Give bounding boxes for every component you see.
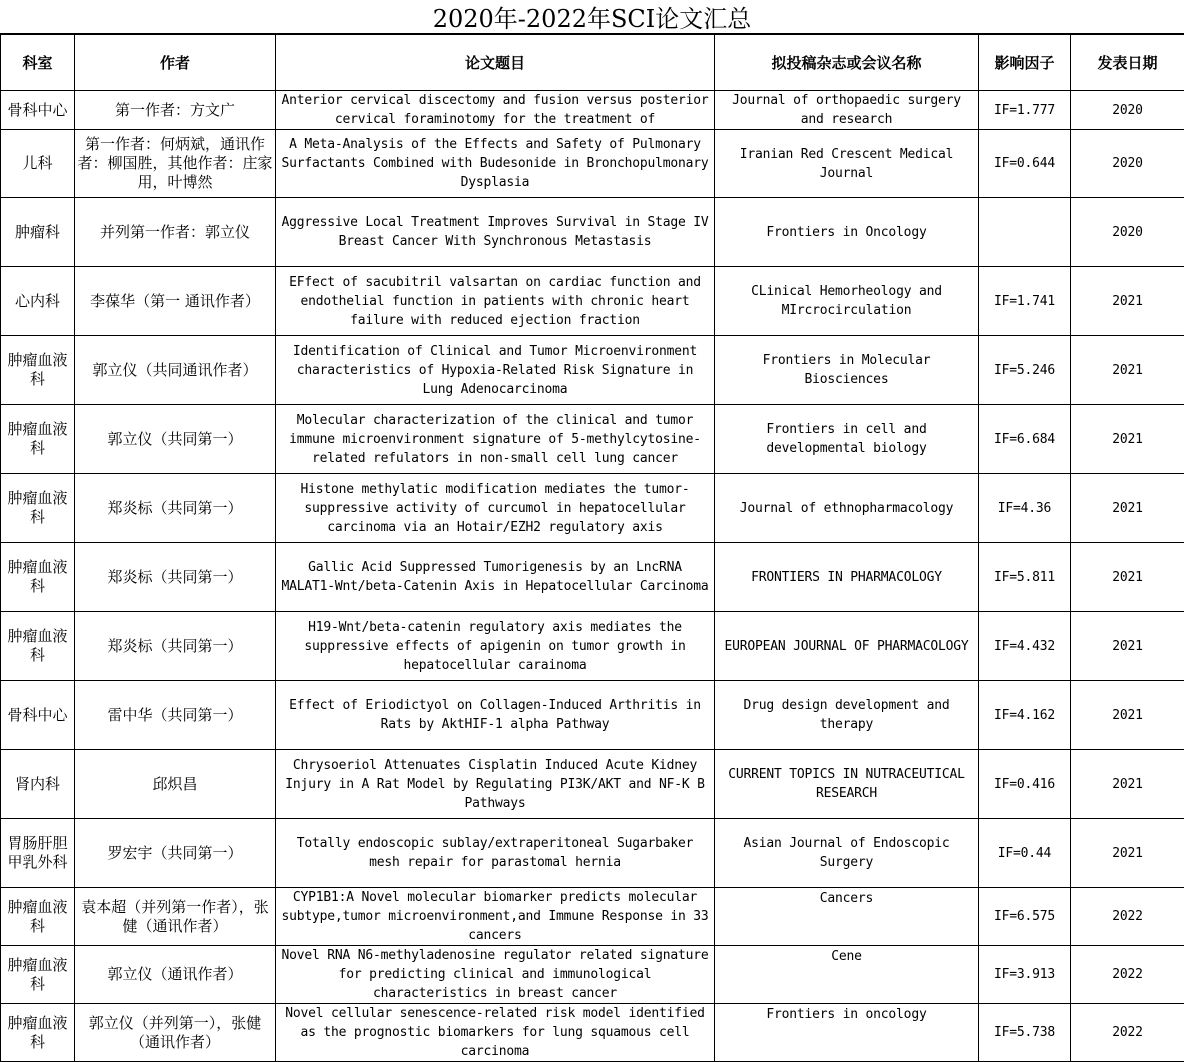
cell-department[interactable] [1, 474, 75, 543]
cell-author[interactable] [75, 888, 276, 946]
cell-paper-title-text: Novel cellular senescence-related risk model identified as the prognostic biomarkers for lung squamous cell carcinoma [278, 1004, 712, 1061]
cell-impact-factor-text: IF=0.416 [981, 775, 1068, 794]
cell-date-text: 2022 [1073, 907, 1182, 926]
cell-journal[interactable] [715, 750, 979, 819]
cell-impact-factor-text: IF=6.684 [981, 430, 1068, 449]
cell-author[interactable] [75, 1004, 276, 1062]
table-row [1, 612, 1184, 681]
cell-impact-factor[interactable] [979, 750, 1071, 819]
cell-paper-title[interactable] [276, 819, 715, 888]
cell-department[interactable] [1, 681, 75, 750]
cell-impact-factor[interactable] [979, 91, 1071, 130]
cell-paper-title-text: Identification of Clinical and Tumor Microenvironment characteristics of Hypoxia-Related Risk Signature in Lung Adenocarcinoma [278, 342, 712, 399]
cell-journal-text: Frontiers in cell and developmental biology [717, 420, 976, 458]
table-row [1, 1004, 1184, 1062]
cell-journal[interactable] [715, 681, 979, 750]
cell-paper-title-text: Histone methylatic modification mediates the tumor-suppressive activity of curcumol in hepatocellular carcinoma via an Hotair/EZH2 regulatory axis [278, 480, 712, 537]
cell-impact-factor[interactable] [979, 946, 1071, 1004]
cell-journal[interactable] [715, 612, 979, 681]
cell-date-text: 2021 [1073, 637, 1182, 656]
cell-paper-title[interactable] [276, 130, 715, 198]
cell-date[interactable] [1071, 130, 1184, 198]
cell-impact-factor-text: IF=4.162 [981, 706, 1068, 725]
cell-author-text: 李葆华（第一 通讯作者） [77, 292, 273, 311]
cell-author-text: 郑炎标（共同第一） [77, 568, 273, 587]
cell-journal-text: Frontiers in oncology [717, 1005, 976, 1024]
cell-department[interactable] [1, 405, 75, 474]
cell-paper-title[interactable] [276, 750, 715, 819]
cell-department[interactable] [1, 336, 75, 405]
cell-journal[interactable] [715, 888, 979, 946]
cell-author[interactable] [75, 543, 276, 612]
cell-paper-title-text: Molecular characterization of the clinical and tumor immune microenvironment signature of 5-methylcytosine-related refulators in non-small cell lung cancer [278, 411, 712, 468]
cell-author[interactable] [75, 750, 276, 819]
cell-impact-factor[interactable] [979, 130, 1071, 198]
cell-impact-factor[interactable] [979, 198, 1071, 267]
cell-date[interactable] [1071, 1004, 1184, 1062]
cell-impact-factor[interactable] [979, 888, 1071, 946]
cell-impact-factor[interactable] [979, 543, 1071, 612]
cell-date-text: 2021 [1073, 292, 1182, 311]
cell-author[interactable] [75, 267, 276, 336]
cell-date-text: 2021 [1073, 499, 1182, 518]
cell-journal-text: Journal of ethnopharmacology [717, 499, 976, 518]
cell-impact-factor[interactable] [979, 336, 1071, 405]
cell-paper-title-text: CYP1B1:A Novel molecular biomarker predicts molecular subtype,tumor microenvironment,and Immune Response in 33 cancers [278, 888, 712, 945]
cell-impact-factor-text: IF=4.432 [981, 637, 1068, 656]
cell-author[interactable] [75, 819, 276, 888]
cell-author[interactable] [75, 946, 276, 1004]
cell-paper-title-text: Aggressive Local Treatment Improves Survival in Stage IV Breast Cancer With Synchronous Metastasis [278, 213, 712, 251]
cell-department[interactable] [1, 130, 75, 198]
cell-author-text: 郑炎标（共同第一） [77, 499, 273, 518]
cell-date[interactable] [1071, 543, 1184, 612]
cell-journal[interactable] [715, 474, 979, 543]
table-row [1, 267, 1184, 336]
cell-department[interactable] [1, 267, 75, 336]
cell-author-text: 郭立仪（并列第一），张健（通讯作者） [77, 1014, 273, 1052]
cell-date[interactable] [1071, 946, 1184, 1004]
table-row [1, 474, 1184, 543]
table-row [1, 405, 1184, 474]
table-row [1, 91, 1184, 130]
table-row [1, 198, 1184, 267]
cell-department[interactable] [1, 543, 75, 612]
cell-author-text: 雷中华（共同第一） [77, 706, 273, 725]
cell-department-text: 骨科中心 [3, 706, 72, 725]
header-journal[interactable]: 拟投稿杂志或会议名称 [715, 35, 979, 91]
cell-author-text: 罗宏宇（共同第一） [77, 844, 273, 863]
cell-department-text: 肿瘤血液科 [3, 627, 72, 665]
cell-author-text: 袁本超（并列第一作者），张健（通讯作者） [77, 898, 273, 936]
table-row [1, 946, 1184, 1004]
cell-author[interactable] [75, 198, 276, 267]
cell-date-text: 2020 [1073, 154, 1182, 173]
cell-impact-factor[interactable] [979, 405, 1071, 474]
cell-department-text: 肾内科 [3, 775, 72, 794]
header-date[interactable]: 发表日期 [1071, 35, 1184, 91]
cell-author[interactable] [75, 336, 276, 405]
cell-author[interactable] [75, 474, 276, 543]
cell-impact-factor[interactable] [979, 474, 1071, 543]
cell-date[interactable] [1071, 474, 1184, 543]
cell-journal-text: Frontiers in Oncology [717, 223, 976, 242]
cell-author-text: 邱炽昌 [77, 775, 273, 794]
table-row [1, 336, 1184, 405]
cell-author[interactable] [75, 681, 276, 750]
cell-journal[interactable] [715, 91, 979, 130]
cell-paper-title[interactable] [276, 946, 715, 1004]
cell-journal-text: Iranian Red Crescent Medical Journal [717, 145, 976, 183]
header-author[interactable]: 作者 [75, 35, 276, 91]
cell-journal[interactable] [715, 336, 979, 405]
cell-date[interactable] [1071, 681, 1184, 750]
cell-journal-text: EUROPEAN JOURNAL OF PHARMACOLOGY [717, 637, 976, 656]
cell-journal-text: Asian Journal of Endoscopic Surgery [717, 834, 976, 872]
cell-date[interactable] [1071, 750, 1184, 819]
cell-impact-factor[interactable] [979, 612, 1071, 681]
cell-date-text: 2021 [1073, 775, 1182, 794]
cell-paper-title-text: Effect of Eriodictyol on Collagen-Induced Arthritis in Rats by AktHIF-1 alpha Pathway [278, 696, 712, 734]
cell-impact-factor[interactable] [979, 819, 1071, 888]
cell-department-text: 胃肠肝胆甲乳外科 [3, 834, 72, 872]
cell-department-text: 心内科 [3, 292, 72, 311]
cell-impact-factor[interactable] [979, 267, 1071, 336]
cell-author-text: 第一作者：方文广 [77, 101, 273, 120]
table-row [1, 130, 1184, 198]
cell-date[interactable] [1071, 336, 1184, 405]
cell-department[interactable] [1, 750, 75, 819]
cell-impact-factor[interactable] [979, 681, 1071, 750]
cell-date[interactable] [1071, 267, 1184, 336]
cell-date-text: 2021 [1073, 844, 1182, 863]
cell-date-text: 2021 [1073, 568, 1182, 587]
cell-impact-factor-text: IF=1.777 [981, 101, 1068, 120]
cell-paper-title[interactable] [276, 1004, 715, 1062]
cell-department[interactable] [1, 946, 75, 1004]
cell-journal[interactable] [715, 405, 979, 474]
cell-author-text: 郭立仪（共同第一） [77, 430, 273, 449]
cell-date-text: 2021 [1073, 706, 1182, 725]
cell-date[interactable] [1071, 819, 1184, 888]
cell-paper-title[interactable] [276, 888, 715, 946]
cell-paper-title-text: Anterior cervical discectomy and fusion versus posterior cervical foraminotomy for the treatment of [278, 91, 712, 129]
cell-journal-text: FRONTIERS IN PHARMACOLOGY [717, 568, 976, 587]
header-impact-factor[interactable]: 影响因子 [979, 35, 1071, 91]
cell-department-text: 肿瘤血液科 [3, 898, 72, 936]
cell-journal[interactable] [715, 198, 979, 267]
cell-paper-title[interactable] [276, 474, 715, 543]
table-row [1, 681, 1184, 750]
cell-paper-title-text: Novel RNA N6-methyladenosine regulator related signature for predicting clinical and immunological characteristics in breast cancer [278, 946, 712, 1003]
cell-date[interactable] [1071, 405, 1184, 474]
cell-department[interactable] [1, 612, 75, 681]
cell-author[interactable] [75, 405, 276, 474]
cell-date-text: 2020 [1073, 223, 1182, 242]
cell-journal-text: Drug design development and therapy [717, 696, 976, 734]
cell-department-text: 肿瘤科 [3, 223, 72, 242]
papers-table [0, 34, 1184, 1062]
cell-department[interactable] [1, 91, 75, 130]
cell-impact-factor-text: IF=5.738 [981, 1023, 1068, 1042]
cell-paper-title[interactable] [276, 612, 715, 681]
cell-journal-text: CURRENT TOPICS IN NUTRACEUTICAL RESEARCH [717, 765, 976, 803]
table-row [1, 888, 1184, 946]
cell-journal[interactable] [715, 267, 979, 336]
cell-impact-factor-text: IF=5.811 [981, 568, 1068, 587]
cell-journal[interactable] [715, 543, 979, 612]
table-row [1, 750, 1184, 819]
cell-date[interactable] [1071, 91, 1184, 130]
cell-department-text: 肿瘤血液科 [3, 420, 72, 458]
cell-journal[interactable] [715, 1004, 979, 1062]
cell-impact-factor-text: IF=3.913 [981, 965, 1068, 984]
cell-author-text: 郭立仪（共同通讯作者） [77, 361, 273, 380]
cell-paper-title[interactable] [276, 91, 715, 130]
table-row [1, 819, 1184, 888]
cell-department[interactable] [1, 1004, 75, 1062]
cell-journal-text: Cancers [717, 889, 976, 908]
cell-department-text: 肿瘤血液科 [3, 558, 72, 596]
cell-paper-title[interactable] [276, 336, 715, 405]
cell-paper-title-text: Chrysoeriol Attenuates Cisplatin Induced Acute Kidney Injury in A Rat Model by Regulating PI3K/AKT and NF-K B Pathways [278, 756, 712, 813]
cell-paper-title[interactable] [276, 267, 715, 336]
cell-journal-text: Cene [717, 947, 976, 966]
cell-journal-text: CLinical Hemorheology and MIrcrocirculation [717, 282, 976, 320]
cell-impact-factor[interactable] [979, 1004, 1071, 1062]
cell-journal-text: Frontiers in Molecular Biosciences [717, 351, 976, 389]
header-row [1, 35, 1184, 91]
cell-department-text: 骨科中心 [3, 101, 72, 120]
cell-paper-title-text: Gallic Acid Suppressed Tumorigenesis by an LncRNA MALAT1-Wnt/beta-Catenin Axis in Hepatocellular Carcinoma [278, 558, 712, 596]
cell-impact-factor-text: IF=4.36 [981, 499, 1068, 518]
cell-department-text: 儿科 [3, 154, 72, 173]
sheet-title: 2020年-2022年SCI论文汇总 [0, 0, 1184, 34]
cell-impact-factor-text: IF=1.741 [981, 292, 1068, 311]
cell-department[interactable] [1, 888, 75, 946]
cell-author[interactable] [75, 130, 276, 198]
cell-department-text: 肿瘤血液科 [3, 1014, 72, 1052]
cell-paper-title[interactable] [276, 198, 715, 267]
cell-paper-title[interactable] [276, 405, 715, 474]
cell-department-text: 肿瘤血液科 [3, 956, 72, 994]
cell-date-text: 2022 [1073, 965, 1182, 984]
cell-impact-factor-text: IF=5.246 [981, 361, 1068, 380]
header-department[interactable]: 科室 [1, 35, 75, 91]
cell-impact-factor-text: IF=0.44 [981, 844, 1068, 863]
header-paper-title[interactable]: 论文题目 [276, 35, 715, 91]
cell-journal[interactable] [715, 819, 979, 888]
cell-journal-text: Journal of orthopaedic surgery and research [717, 91, 976, 129]
cell-paper-title-text: Totally endoscopic sublay/extraperitoneal Sugarbaker mesh repair for parastomal hernia [278, 834, 712, 872]
cell-author-text: 并列第一作者：郭立仪 [77, 223, 273, 242]
cell-date-text: 2022 [1073, 1023, 1182, 1042]
cell-department[interactable] [1, 819, 75, 888]
cell-author[interactable] [75, 91, 276, 130]
cell-author-text: 第一作者：何炳斌，通讯作者：柳国胜，其他作者：庄家用，叶博然 [77, 135, 273, 192]
cell-date[interactable] [1071, 888, 1184, 946]
cell-journal[interactable] [715, 130, 979, 198]
cell-author-text: 郑炎标（共同第一） [77, 637, 273, 656]
cell-paper-title-text: A Meta-Analysis of the Effects and Safety of Pulmonary Surfactants Combined with Budesonide in Bronchopulmonary Dysplasia [278, 135, 712, 192]
cell-department[interactable] [1, 198, 75, 267]
cell-date[interactable] [1071, 198, 1184, 267]
cell-department-text: 肿瘤血液科 [3, 351, 72, 389]
cell-date[interactable] [1071, 612, 1184, 681]
cell-department-text: 肿瘤血液科 [3, 489, 72, 527]
cell-date-text: 2021 [1073, 430, 1182, 449]
cell-journal[interactable] [715, 946, 979, 1004]
cell-paper-title[interactable] [276, 543, 715, 612]
table-row [1, 543, 1184, 612]
cell-author[interactable] [75, 612, 276, 681]
cell-impact-factor-text: IF=6.575 [981, 907, 1068, 926]
cell-paper-title-text: EFfect of sacubitril valsartan on cardiac function and endothelial function in patients with chronic heart failure with reduced ejection fraction [278, 273, 712, 330]
cell-impact-factor-text: IF=0.644 [981, 154, 1068, 173]
cell-paper-title[interactable] [276, 681, 715, 750]
cell-date-text: 2021 [1073, 361, 1182, 380]
cell-author-text: 郭立仪（通讯作者） [77, 965, 273, 984]
cell-date-text: 2020 [1073, 101, 1182, 120]
cell-paper-title-text: H19-Wnt/beta-catenin regulatory axis mediates the suppressive effects of apigenin on tumor growth in hepatocellular carainoma [278, 618, 712, 675]
